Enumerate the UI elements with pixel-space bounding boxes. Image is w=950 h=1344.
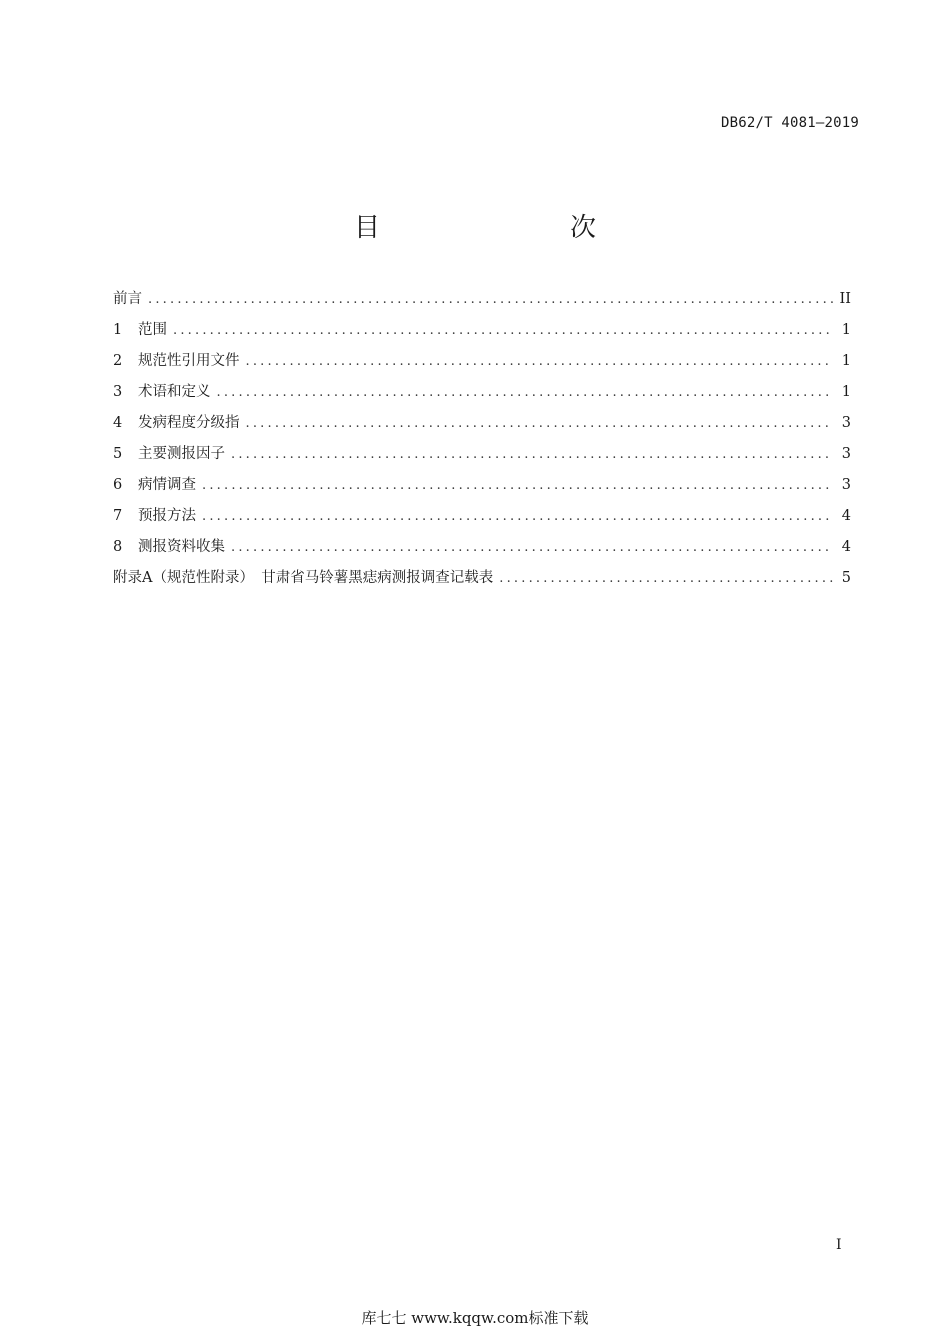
toc-leader-dots <box>231 447 833 462</box>
toc-entry-forecast-factors[interactable] <box>113 442 851 473</box>
toc-entry-terms-definitions[interactable] <box>113 380 851 411</box>
toc-entry-number: 3 <box>113 384 123 400</box>
toc-entry-number: 4 <box>113 415 123 431</box>
toc-entry-forecast-method[interactable] <box>113 504 851 535</box>
toc-entry-label: 附录A（规范性附录） 甘肃省马铃薯黑痣病测报调查记载表 <box>113 570 494 586</box>
toc-entry-number: 8 <box>113 539 123 555</box>
toc-entry-page: 3 <box>841 446 851 462</box>
toc-entry-page: 3 <box>841 415 851 431</box>
toc-entry-normative-references[interactable] <box>113 349 851 380</box>
toc-entry-label: 发病程度分级指 <box>138 415 240 431</box>
footer-watermark: 库七七 www.kqqw.com标准下载 <box>361 1309 589 1327</box>
toc-leader-dots <box>173 323 833 338</box>
toc-entry-appendix-a[interactable] <box>113 566 851 597</box>
toc-entry-page: 4 <box>841 539 851 555</box>
page-title: 目 次 <box>353 213 642 243</box>
toc-leader-dots <box>202 509 833 524</box>
toc-entry-label: 术语和定义 <box>138 384 211 400</box>
toc-entry-page: 4 <box>841 508 851 524</box>
toc-entry-label: 预报方法 <box>138 508 196 524</box>
toc-leader-dots <box>246 416 834 431</box>
table-of-contents <box>113 287 851 597</box>
toc-entry-label: 范围 <box>138 322 167 338</box>
toc-entry-page: 5 <box>841 570 851 586</box>
toc-leader-dots <box>202 478 833 493</box>
toc-entry-label: 病情调查 <box>138 477 196 493</box>
toc-leader-dots <box>217 385 834 400</box>
toc-entry-page: 1 <box>841 384 851 400</box>
toc-leader-dots <box>148 292 833 307</box>
toc-leader-dots <box>246 354 834 369</box>
toc-entry-number: 5 <box>113 446 123 462</box>
toc-entry-data-collection[interactable] <box>113 535 851 566</box>
toc-leader-dots <box>499 571 833 586</box>
toc-entry-label: 规范性引用文件 <box>138 353 240 369</box>
page-number: I <box>836 1237 842 1253</box>
toc-entry-label: 主要测报因子 <box>138 446 225 462</box>
toc-entry-label: 前言 <box>113 291 142 307</box>
toc-entry-scope[interactable] <box>113 318 851 349</box>
toc-entry-page: 1 <box>841 322 851 338</box>
toc-entry-page: II <box>839 291 851 307</box>
toc-entry-severity-grading[interactable] <box>113 411 851 442</box>
toc-entry-disease-survey[interactable] <box>113 473 851 504</box>
toc-entry-number: 1 <box>113 322 123 338</box>
toc-entry-label: 测报资料收集 <box>138 539 225 555</box>
toc-entry-number: 7 <box>113 508 123 524</box>
toc-entry-page: 1 <box>841 353 851 369</box>
toc-entry-number: 6 <box>113 477 123 493</box>
toc-entry-number: 2 <box>113 353 123 369</box>
toc-leader-dots <box>231 540 833 555</box>
toc-entry-page: 3 <box>841 477 851 493</box>
standard-code: DB62/T 4081—2019 <box>720 115 859 131</box>
toc-entry-foreword[interactable] <box>113 287 851 318</box>
